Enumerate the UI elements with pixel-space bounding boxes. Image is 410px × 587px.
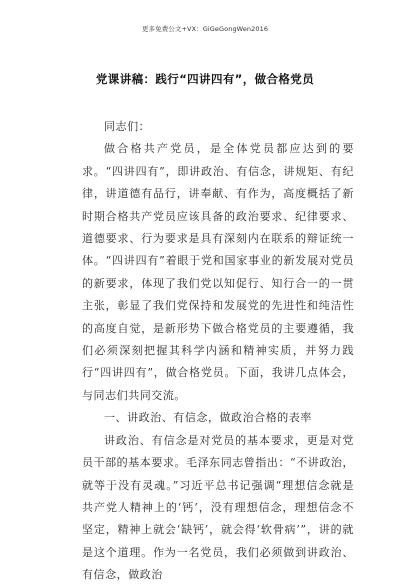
document-body	[82, 116, 354, 587]
section-paragraph: 讲政治、有信念是对党员的基本要求，更是对党员干部的基本要求。毛泽东同志曾指出：“不讲政治，就等于没有灵魂。”习近平总书记强调“理想信念就是共产党人精神上的‘钙’，没有理想信念，理想信念不坚定，精神上就会‘缺钙’，就会得‘软骨病’”，讲的就是这个道理。作为一名党员，我们必须做到讲政治、有信念，做政治	[82, 433, 354, 582]
section-heading: 一、讲政治、有信念，做政治合格的表率	[104, 411, 312, 425]
intro-paragraph: 做合格共产党员，是全体党员都应达到的要求。“四讲四有”，即讲政治、有信念，讲规矩、有纪律，讲道德有品行，讲奉献、有作为，高度概括了新时期合格共产党员应该具备的政治要求、纪律要求、道德要求、行为要求是具有深刻内在联系的辩证统一体。“四讲四有”着眼于党和国家事业的新发展对党员的新要求，体现了我们党以知促行、知行合一的一贯主张，彰显了我们党保持和发展党的先进性和纯洁性的高度自觉，是新形势下做合格党员的主要遵循，我们必须深刻把握其科学内涵和精神实质，并努力践行“四讲四有”，做合格党员。下面，我讲几点体会，与同志们共同交流。	[82, 142, 354, 402]
greeting: 同志们：	[104, 120, 151, 133]
document-title: 党课讲稿：践行“四讲四有”，做合格党员	[95, 72, 315, 86]
header-note: 更多免费公文+VX：GiGeGongWen2016	[141, 25, 269, 33]
